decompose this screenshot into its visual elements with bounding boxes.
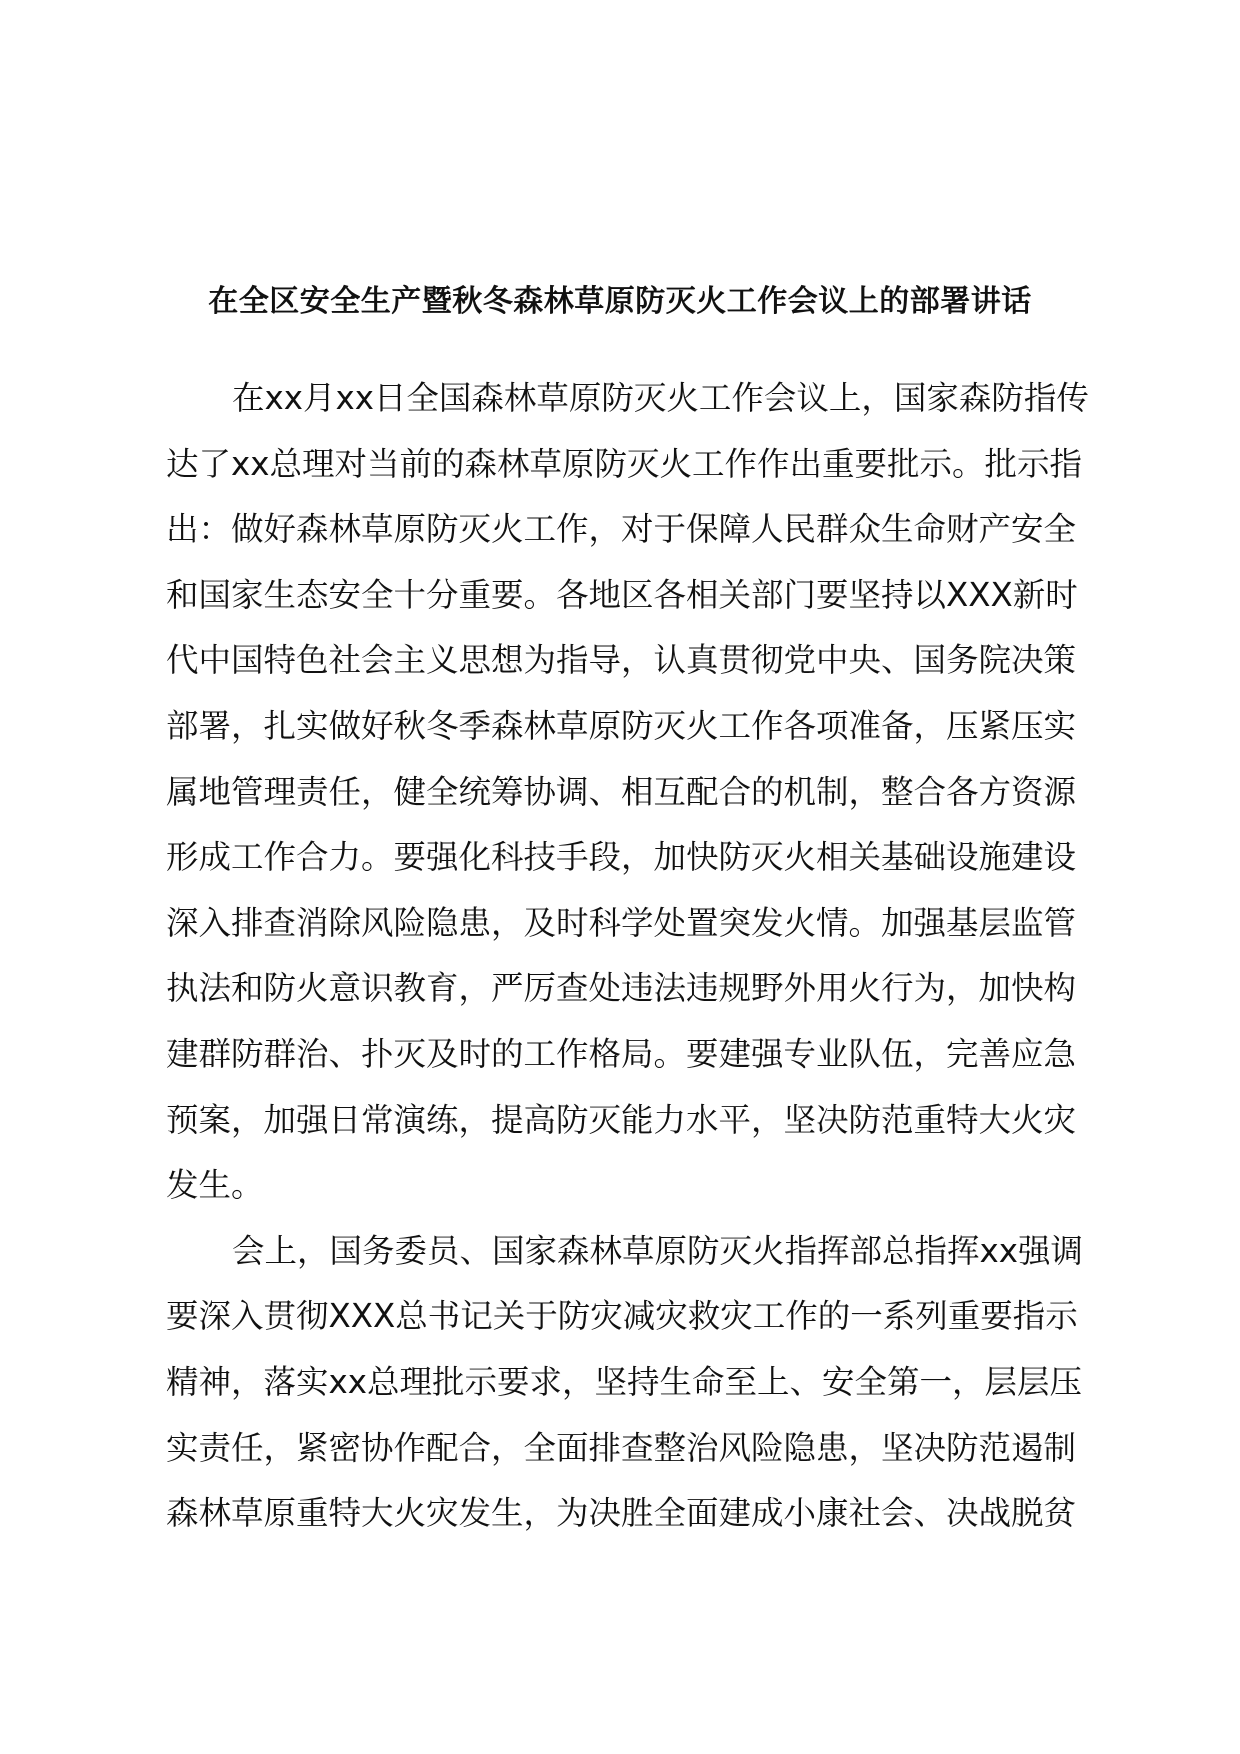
paragraph-2-line-5: 森林草原重特大火灾发生，为决胜全面建成小康社会、决战脱贫 — [166, 1494, 1077, 1533]
paragraph-1-line-8: 形成工作合力。要强化科技手段，加快防灭火相关基础设施建设 — [166, 838, 1077, 877]
paragraph-1-line-2: 达了xx总理对当前的森林草原防灭火工作作出重要批示。批示指 — [166, 444, 1082, 483]
paragraph-1-line-7: 属地管理责任，健全统筹协调、相互配合的机制，整合各方资源 — [166, 772, 1077, 811]
document-body — [166, 366, 1106, 1547]
paragraph-1-line-9: 深入排查消除风险隐患，及时科学处置突发火情。加强基层监管 — [166, 903, 1077, 942]
paragraph-2-line-2: 要深入贯彻XXX总书记关于防灾减灾救灾工作的一系列重要指示 — [166, 1297, 1078, 1336]
paragraph-1-line-11: 建群防群治、扑灭及时的工作格局。要建强专业队伍，完善应急 — [166, 1034, 1077, 1073]
paragraph-1-line-13: 发生。 — [166, 1166, 264, 1205]
paragraph-1-line-10: 执法和防火意识教育，严厉查处违法违规野外用火行为，加快构 — [166, 969, 1077, 1008]
paragraph-2-line-3: 精神，落实xx总理批示要求，坚持生命至上、安全第一，层层压 — [166, 1362, 1082, 1401]
paragraph-1-line-6: 部署，扎实做好秋冬季森林草原防灭火工作各项准备，压紧压实 — [166, 706, 1077, 745]
paragraph-1-line-4: 和国家生态安全十分重要。各地区各相关部门要坚持以XXX新时 — [166, 575, 1078, 614]
paragraph-1-line-1: 在xx月xx日全国森林草原防灭火工作会议上，国家森防指传 — [232, 379, 1089, 417]
paragraph-1-line-12: 预案，加强日常演练，提高防灭能力水平，坚决防范重特大火灾 — [166, 1100, 1077, 1139]
paragraph-2-line-1: 会上，国务委员、国家森林草原防灭火指挥部总指挥xx强调 — [232, 1231, 1083, 1270]
paragraph-2-line-4: 实责任，紧密协作配合，全面排查整治风险隐患，坚决防范遏制 — [166, 1428, 1077, 1467]
document-title: 在全区安全生产暨秋冬森林草原防灭火工作会议上的部署讲话 — [208, 284, 1032, 319]
paragraph-1-line-3: 出：做好森林草原防灭火工作，对于保障人民群众生命财产安全 — [166, 510, 1077, 549]
paragraph-1-line-5: 代中国特色社会主义思想为指导，认真贯彻党中央、国务院决策 — [166, 641, 1077, 680]
